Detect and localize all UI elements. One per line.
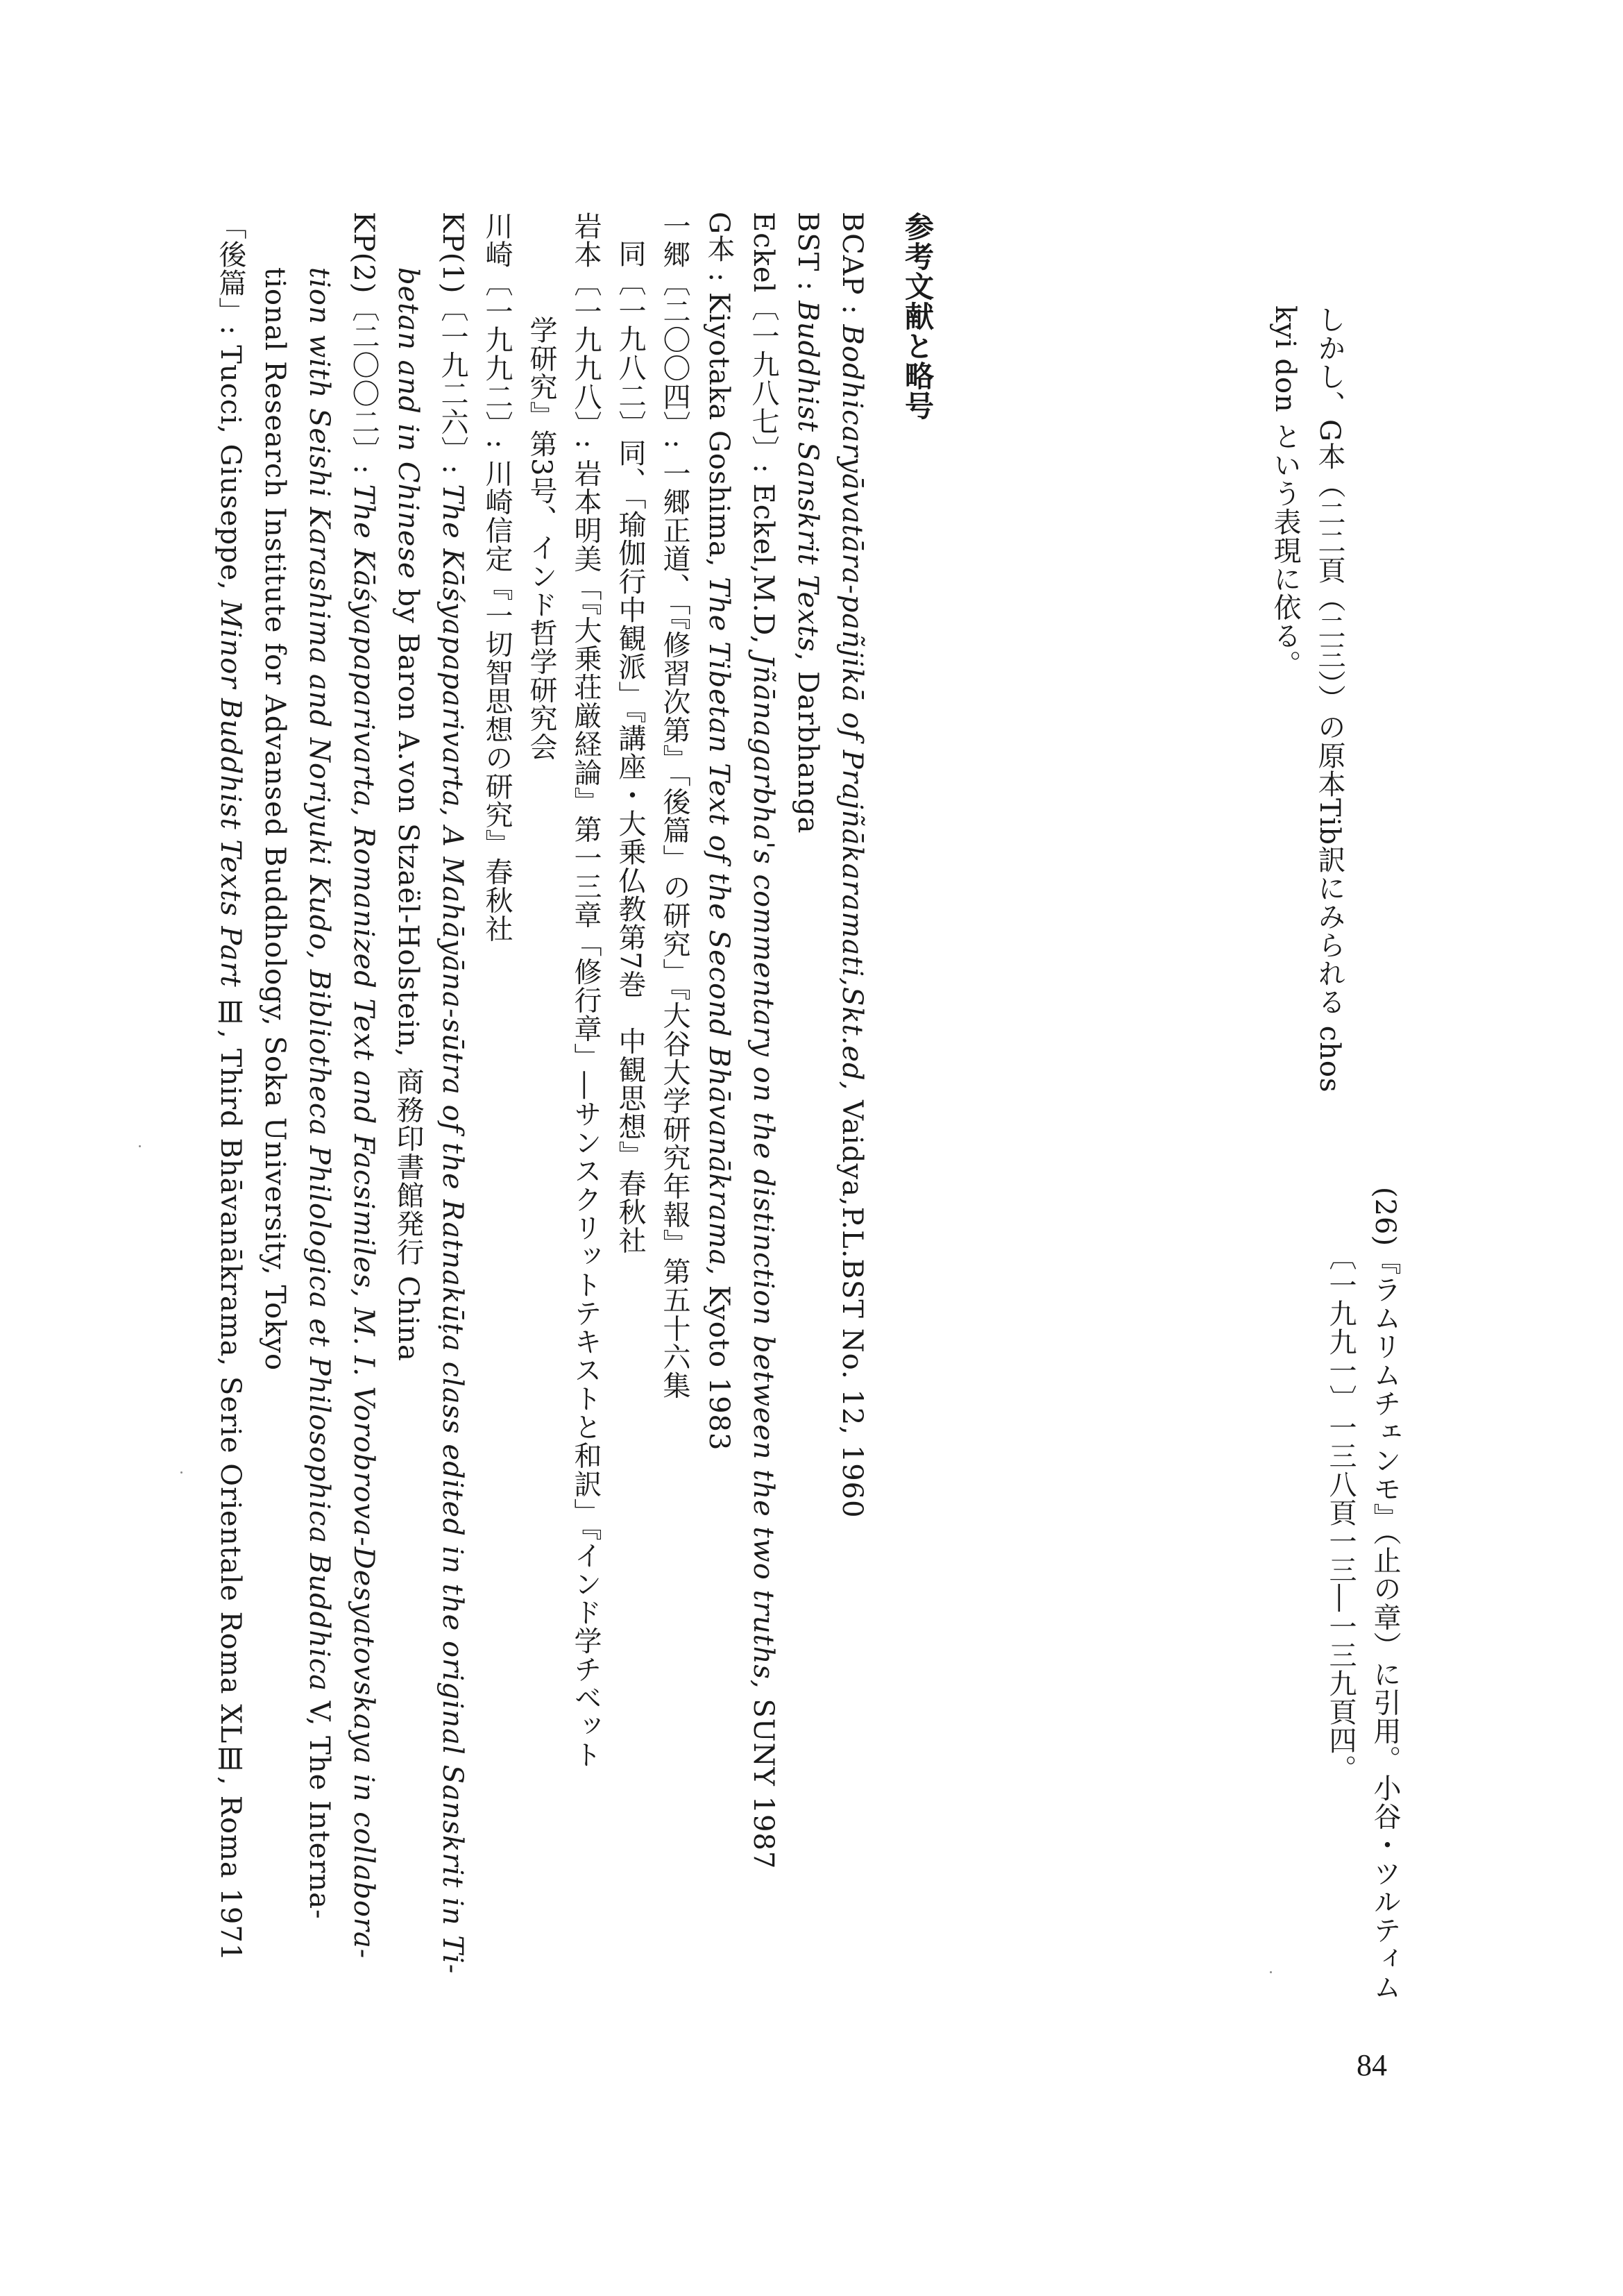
scan-speck bbox=[180, 1471, 182, 1474]
reference-entry-bst: BST : Buddhist Sanskrit Texts, Darbhanga bbox=[792, 212, 824, 834]
reference-entry-goshima-1982: 同〔一九八二〕同、「瑜伽行中観派」『講座・大乗仏教第7巻 中観思想』春秋社 bbox=[614, 239, 646, 1255]
reference-entry-kp1-continued: betan and in Chinese by Baron A.von Stzaël-Holstein, 商務印書館発行 China bbox=[392, 267, 424, 1362]
references-section bbox=[208, 212, 940, 2086]
reference-entry-iwamoto: 岩本〔一九九八〕: 岩本明美「『大乗荘厳経論』第一三章「修行章」―サンスクリットテキストと和訳」『インド学チベット bbox=[570, 212, 602, 1769]
footnote-continuation bbox=[1263, 305, 1352, 2041]
reference-entry-eckel: Eckel〔一九八七〕: Eckel,M.D, Jñānagarbha's commentary on the distinction between the two truths, SUNY 1987 bbox=[747, 212, 779, 1870]
footnote-line-2: kyi don という表現に依る。 bbox=[1269, 305, 1301, 679]
reference-entry-kp1: KP(1)〔一九二六〕: The Kāśyapaparivarta, A Mahāyāna-sūtra of the Ratnakūṭa class edited in the original Sanskrit in Ti- bbox=[436, 212, 468, 1975]
reference-entry-kp2-continued: tion with Seishi Karashima and Noriyuki Kudo, Bibliotheca Philologica et Philosophica Buddhica V, The Interna- bbox=[303, 267, 335, 1920]
reference-entry-kohen: 「後篇」: Tucci, Giuseppe, Minor Buddhist Texts Part Ⅲ, Third Bhāvanākrama, Serie Orientale Roma XLⅢ, Roma 1971 bbox=[214, 212, 246, 1962]
scan-speck bbox=[139, 1145, 141, 1147]
reference-entry-kp2-continued-2: tional Research Institute for Advansed Buddhology, Soka University, Tokyo bbox=[259, 267, 291, 1371]
scan-speck bbox=[1270, 1971, 1272, 1973]
page-number: 84 bbox=[1357, 2048, 1387, 2082]
reference-entry-goshima-2004: 一郷〔二〇〇四〕: 一郷正道、「『修習次第』「後篇」の研究」『大谷大学研究年報』第五十六集 bbox=[658, 212, 690, 1400]
references-heading: 参考文献と略号 bbox=[901, 212, 935, 421]
reference-entry-g: G本 : Kiyotaka Goshima, The Tibetan Text of the Second Bhāvanākrama, Kyoto 1983 bbox=[703, 212, 735, 1451]
reference-entry-kawasaki: 川崎〔一九九二〕: 川崎信定『一切智思想の研究』春秋社 bbox=[481, 212, 513, 943]
footnote-26-line-2: 〔一九九一〕一三八頁一三―一三九頁四。 bbox=[1325, 1242, 1357, 1783]
reference-entry-iwamoto-continued: 学研究』第3号、インド哲学研究会 bbox=[525, 316, 557, 761]
reference-entry-kp2: KP(2)〔二〇〇二〕: The Kāśyapaparivarta, Romanized Text and Facsimiles, M. I. Vorobrova-Desyatovskaya in collabora- bbox=[348, 212, 380, 1959]
footnote-26-line-1: (26)『ラムリムチェンモ』（止の章）に引用。小谷・ツルティム bbox=[1369, 1187, 1401, 2002]
reference-entry-bcap: BCAP : Bodhicaryāvatāra-pañjikā of Prajñākaramati,Skt.ed, Vaidya,P.L.BST No. 12, 1960 bbox=[836, 212, 868, 1519]
footnote-line-1: しかし、G本（二二頁（二三））の原本Tib訳にみられる chos bbox=[1314, 305, 1345, 1093]
